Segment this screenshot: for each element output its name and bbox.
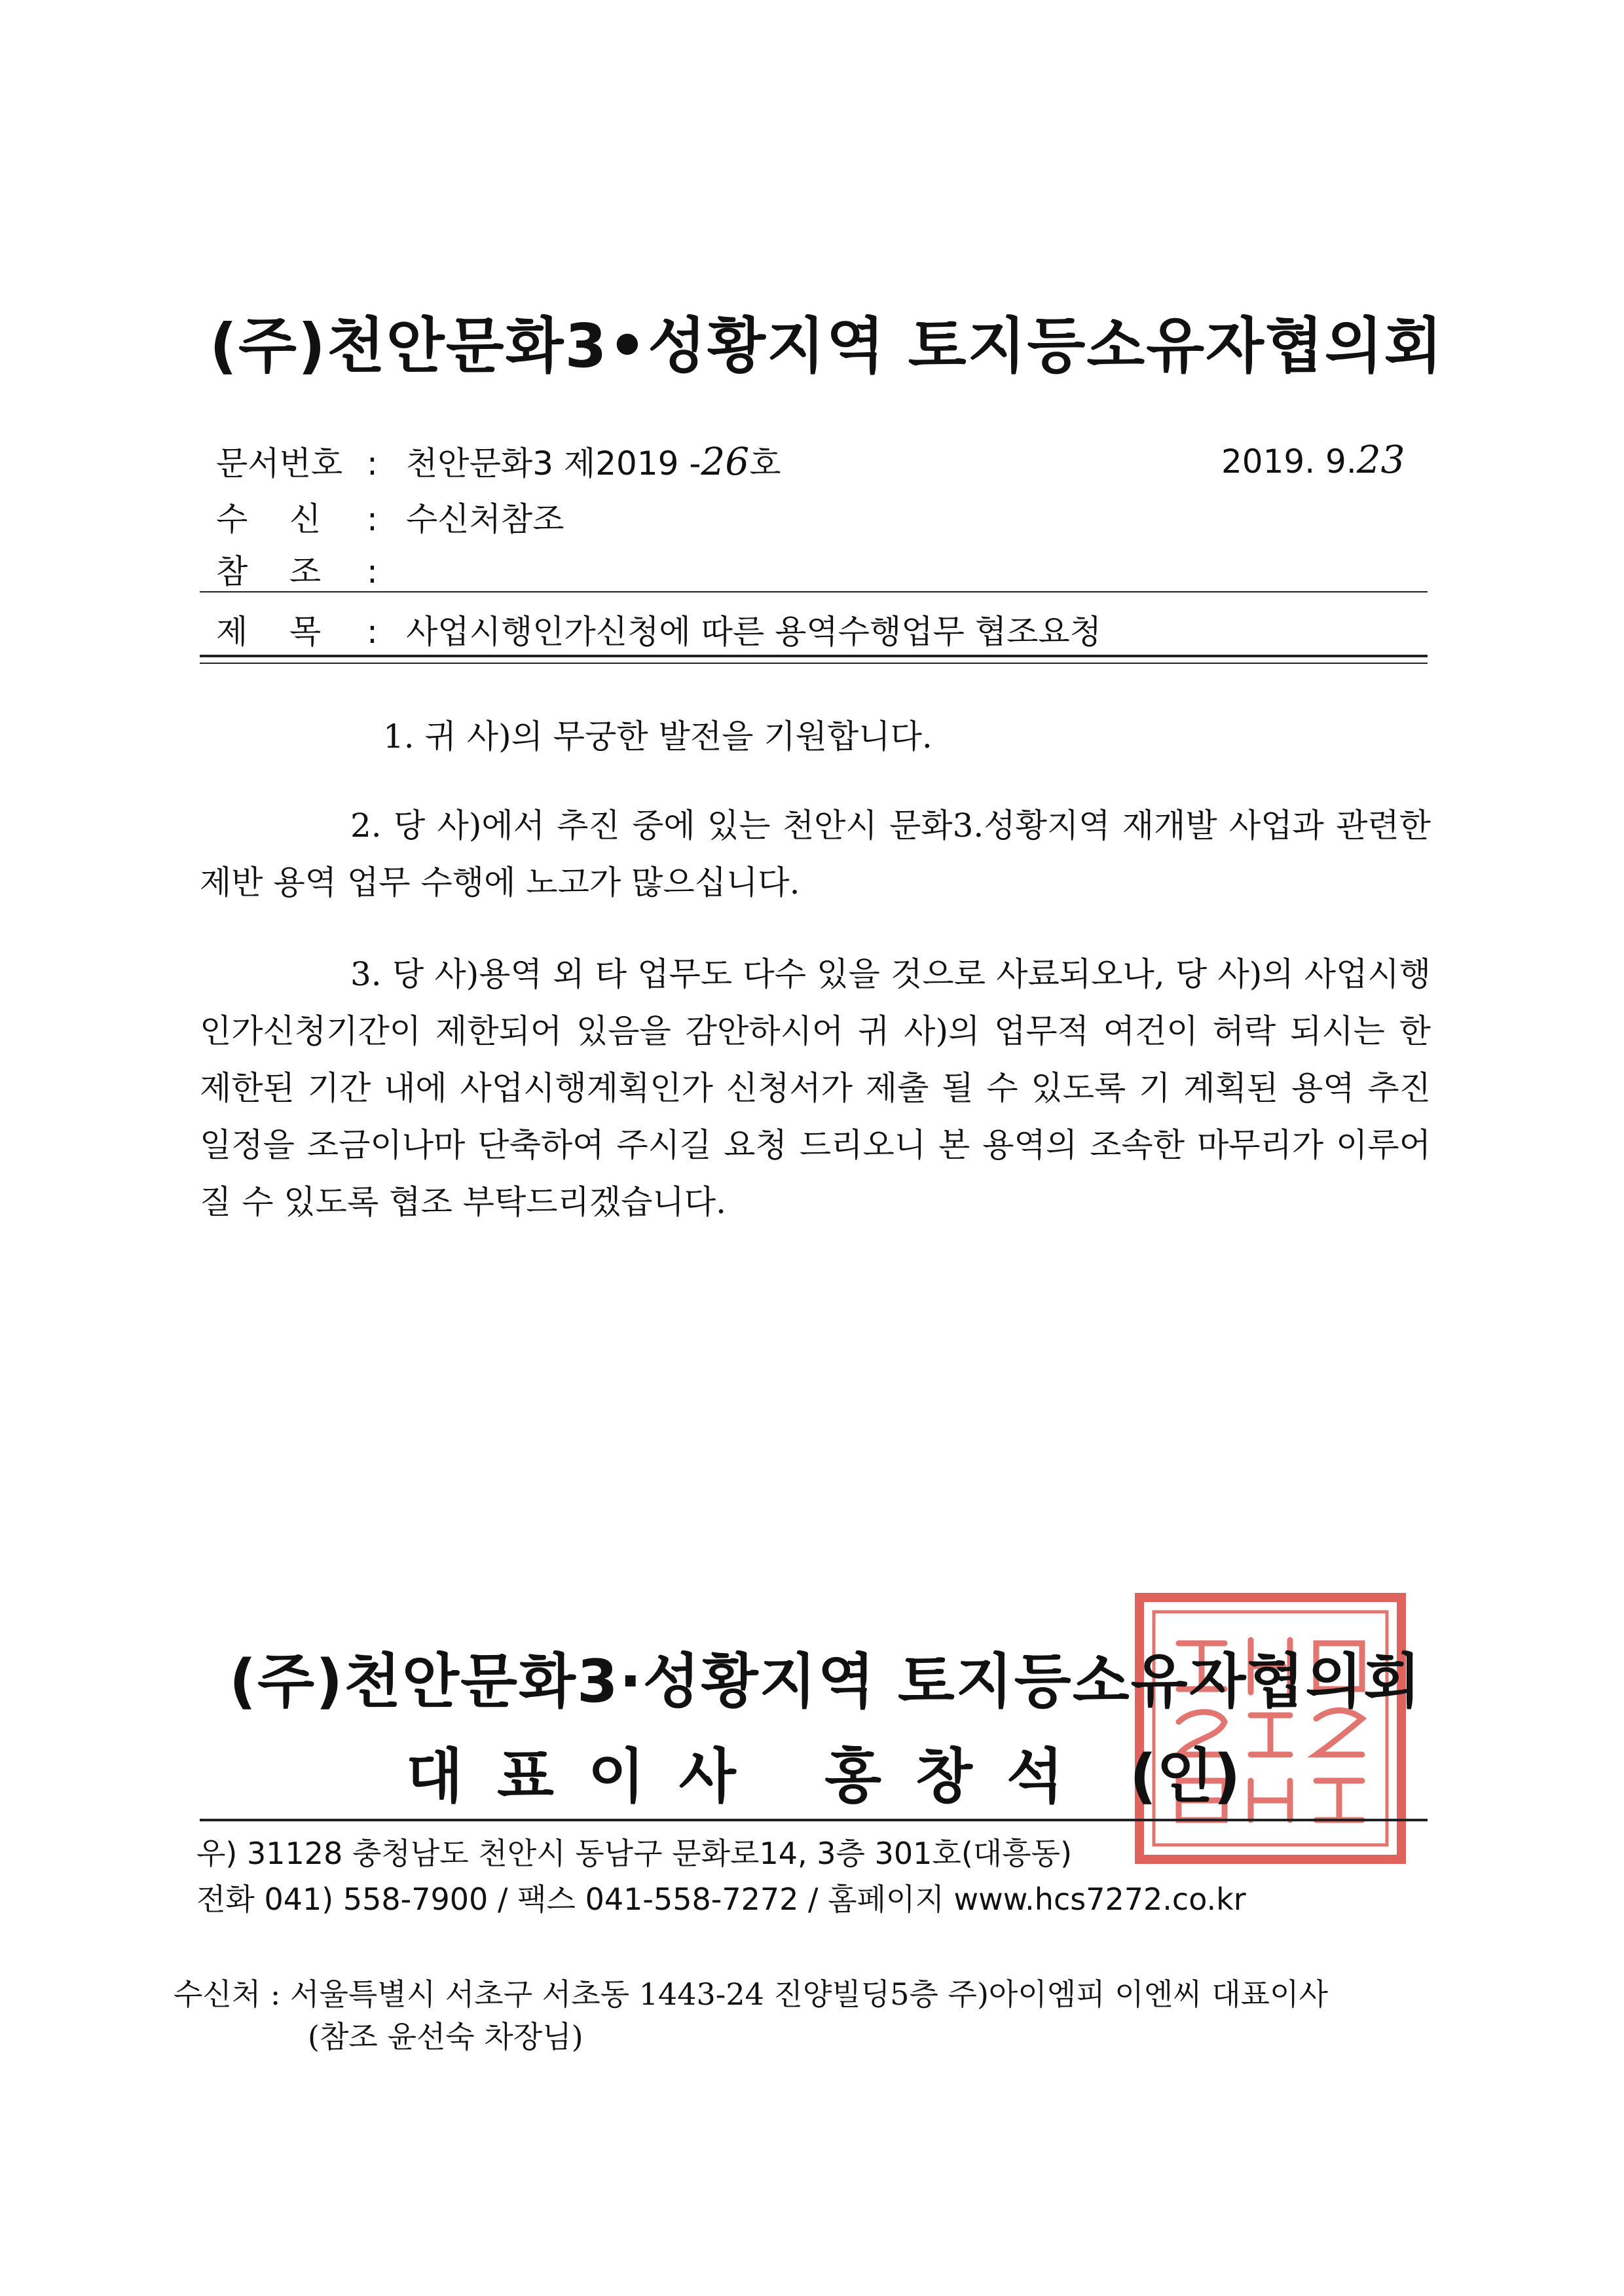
colon: : xyxy=(367,500,378,538)
subject-divider-secondary xyxy=(200,663,1428,664)
recipients-line-2: (참조 윤선숙 차장님) xyxy=(308,2019,583,2054)
footer-representative: 대표이사 홍창석 xyxy=(406,1742,1098,1811)
doc-number-label: 문서번호 xyxy=(216,445,343,483)
doc-date-handwritten: 23 xyxy=(1356,437,1405,482)
footer-address: 우) 31128 충청남도 천안시 동남구 문화로14, 3층 301호(대흥동) xyxy=(196,1836,1073,1871)
colon: : xyxy=(367,445,378,483)
footer-organization-name: (주)천안문화3·성황지역 토지등소유자협의회 xyxy=(229,1647,1422,1716)
doc-number-suffix: 호 xyxy=(749,445,781,483)
doc-number-prefix: 천안문화3 제2019 - xyxy=(406,445,701,483)
doc-date xyxy=(1221,437,1405,482)
document-header-title: (주)천안문화3•성황지역 토지등소유자협의회 xyxy=(210,311,1444,381)
reference-row xyxy=(216,545,406,592)
recipient-value: 수신처참조 xyxy=(406,500,564,538)
recipient-label: 수 신 xyxy=(216,500,322,538)
footer-seal-mark: (인) xyxy=(1130,1742,1241,1811)
footer-divider xyxy=(200,1819,1428,1821)
doc-date-prefix: 2019. 9. xyxy=(1221,443,1357,481)
doc-number-handwritten: 26 xyxy=(701,439,750,484)
meta-divider xyxy=(200,591,1428,592)
subject-label: 제 목 xyxy=(216,613,322,651)
footer-contact: 전화 041) 558-7900 / 팩스 041-558-7272 / 홈페이지 www.hcs7272.co.kr xyxy=(196,1882,1246,1917)
doc-number-row xyxy=(216,437,781,484)
subject-divider xyxy=(200,655,1428,657)
body-paragraph-3: 3. 당 사)용역 외 타 업무도 다수 있을 것으로 사료되오나, 당 사)의 사업시행인가신청기간이 제한되어 있음을 감안하시어 귀 사)의 업무적 여건이 허락 되시는 한 제한된 기간 내에 사업시행계획인가 신청서가 제출 될 수 있도록 기 계획된 용역 추진 일정을 조금이나마 단축하여 주시길 요청 드리오니 본 용역의 조속한 마무리가 이루어 질 수 있도록 협조 부탁드리겠습니다. xyxy=(200,955,1431,1221)
colon: : xyxy=(367,613,378,651)
reference-label: 참 조 xyxy=(216,553,322,591)
body-paragraph-1: 1. 귀 사)의 무궁한 발전을 기원합니다. xyxy=(383,718,932,756)
subject-row xyxy=(216,606,1101,653)
recipients-line-1: 수신처 : 서울특별시 서초구 서초동 1443-24 진양빌딩5층 주)아이엠피 이엔씨 대표이사 xyxy=(174,1977,1328,2012)
body-paragraph-2: 2. 당 사)에서 추진 중에 있는 천안시 문화3.성황지역 재개발 사업과 관련한 제반 용역 업무 수행에 노고가 많으십니다. xyxy=(200,807,1431,902)
subject-value: 사업시행인가신청에 따른 용역수행업무 협조요청 xyxy=(406,613,1101,651)
colon: : xyxy=(367,553,378,591)
recipient-row xyxy=(216,493,564,540)
